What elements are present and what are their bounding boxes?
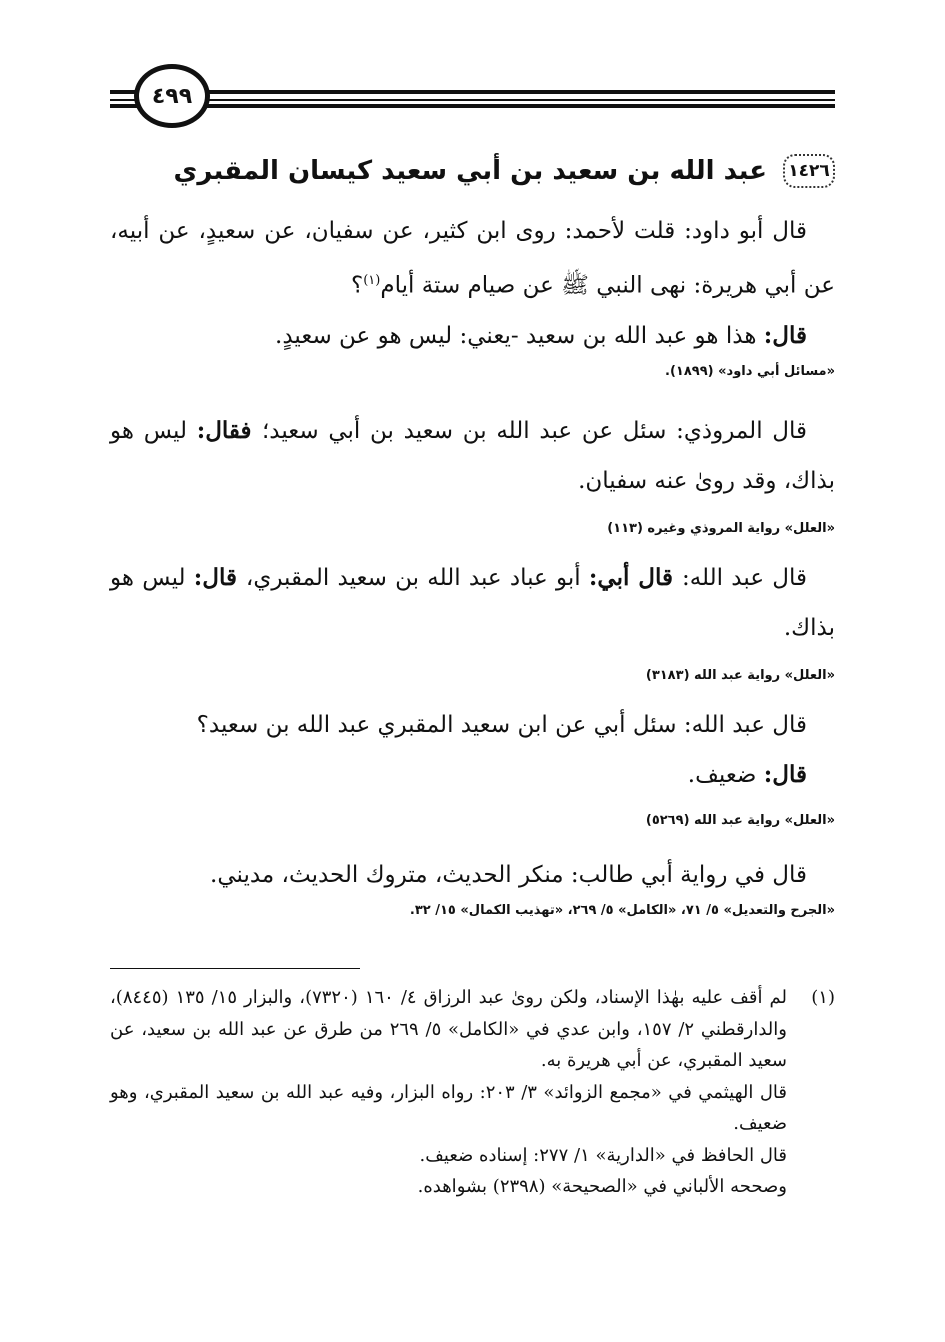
- page-number: ٤٩٩: [151, 83, 193, 109]
- header-rule-thick-bottom: [110, 104, 835, 108]
- section-5-source: «الجرح والتعديل» ٥/ ٧١، «الكامل» ٥/ ٢٦٩، «تهذيب الكمال» ١٥/ ٣٢.: [409, 903, 835, 918]
- section-2-paragraph-1: قال المروذي: سئل عن عبد الله بن سعيد بن أبي سعيد؛ فقال: ليس هو بذاك، وقد رویٰ عنه سفيان.: [110, 417, 835, 494]
- header-rule-thin: [110, 99, 835, 101]
- footnote-line: لم أقف عليه بهٰذا الإسناد، ولكن رویٰ عبد الرزاق ٤/ ١٦٠ (٧٣٢٠)، والبزار ١٥/ ١٣٥ (٨٤٤٥)، والدارقطني ٢/ ١٥٧، وابن عدي في «الكامل» ٥/ ٢٦٩ من طرق عن عبد الله بن سعيد، عن سعيد المقبري، عن أبي هريرة به.: [110, 987, 787, 1071]
- section-1-paragraph-1: قال أبو داود: قلت لأحمد: روى ابن كثير، عن سفيان، عن سعيدٍ، عن أبيه، عن أبي هريرة: نهى النبي ﷺ عن صيام ستة أيام$^{(١)}$؟: [110, 218, 835, 299]
- section-1-paragraph-2: قال: هذا هو عبد الله بن سعيد -يعني: ليس هو عن سعيدٍ.: [275, 321, 807, 349]
- footnote: [110, 982, 835, 1203]
- section-2-source: «العلل» رواية المروذي وغيره (١١٣): [607, 521, 835, 536]
- footnote-number: (١): [811, 987, 835, 1008]
- section-2: [110, 406, 835, 540]
- section-4-paragraph-2: قال: ضعيف.: [687, 761, 807, 788]
- section-1-source: «مسائل أبي داود» (١٨٩٩).: [665, 363, 835, 379]
- section-1: [110, 206, 835, 383]
- footnote-line: وصححه الألباني في «الصحيحة» (٢٣٩٨) بشواهده.: [417, 1176, 787, 1197]
- section-5: [110, 850, 835, 922]
- section-4-source: «العلل» رواية عبد الله (٥٢٦٩): [645, 813, 835, 828]
- entry-number: ١٤٢٦: [783, 154, 835, 188]
- footnote-separator: [110, 968, 360, 969]
- entry-title: عبد الله بن سعيد بن أبي سعيد كيسان المقبري: [173, 156, 767, 186]
- section-3-paragraph-1: قال عبد الله: قال أبي: أبو عباد عبد الله بن سعيد المقبري، قال: ليس هو بذاك.: [110, 564, 835, 641]
- footnote-line: قال الحافظ في «الدارية» ١/ ٢٧٧: إسناده ضعيف.: [419, 1144, 787, 1166]
- page-number-badge: [134, 64, 210, 128]
- footnote-line: قال الهيثمي في «مجمع الزوائد» ٣/ ٢٠٣: رواه البزار، وفيه عبد الله بن سعيد المقبري، وهو ضعيف.: [110, 1081, 788, 1134]
- entry-heading: [110, 148, 835, 194]
- section-3: [110, 553, 835, 687]
- header-rule-thick-top: [110, 90, 835, 94]
- section-4-paragraph-1: قال عبد الله: سئل أبي عن ابن سعيد المقبري عبد الله بن سعيد؟: [196, 712, 807, 738]
- section-5-paragraph-1: قال في رواية أبي طالب: منكر الحديث، متروك الحديث، مدیني.: [210, 862, 807, 888]
- section-4: [110, 700, 835, 832]
- footnote-body: [110, 982, 787, 1203]
- section-3-source: «العلل» رواية عبد الله (٣١٨٣): [645, 668, 835, 683]
- footnote-marker: (١): [363, 273, 381, 288]
